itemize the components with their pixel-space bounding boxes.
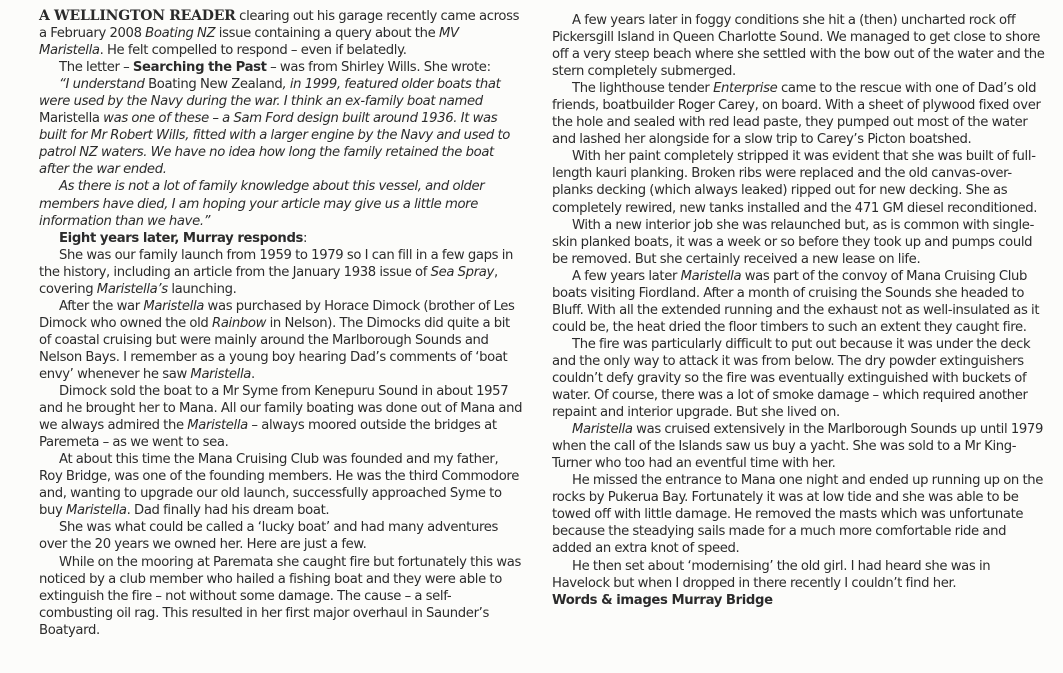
italic-text: MV Maristella [39,26,459,59]
text-run: At about this time the Mana Cruising Club was founded and my father, Roy Bridge, was one of the founding members. He was the third Commodore and, wanting to upgrade our old launch, successfully approached Syme to buy [39,452,519,519]
text-run: Boating New Zealand [148,77,283,93]
article-paragraph [39,8,525,59]
text-run: After the war [59,298,144,314]
lead-in-heading: A WELLINGTON READER [39,8,236,24]
article-paragraph [39,451,525,519]
text-run: , covering [39,264,498,297]
text-run: The fire was particularly difficult to put out because it was under the deck and the only way to attack it was from below. The dry powder extinguishers couldn’t defy gravity so the fire was eventually extinguished with buckets of water. Of course, there was a lot of smoke damage – which required another repaint and interior upgrade. But she lived on. [552,336,1031,421]
italic-text: Maristella [66,503,127,519]
text-run: While on the mooring at Paremata she caught fire but fortunately this was noticed by a club member who hailed a fishing boat and they were able to extinguish the fire – not without some damage. The cause – a self-combusting oil rag. This resulted in her first major overhaul in Saunder’s Boatyard. [39,554,522,638]
text-run: He missed the entrance to Mana one night and ended up running up on the rocks by Pukerua Bay. Fortunately it was at low tide and she was able to be towed off with little damage. He removed the masts which was unfortunate because the steadying sails made for a much more comfortable ride and added an extra knot of speed. [552,473,1044,557]
text-run: clearing out his garage recently came across a February 2008 [39,9,520,42]
bold-text: Eight years later, Murray responds [59,230,304,246]
text-run: A few years later [572,268,681,284]
italic-text: Maristella’s [96,281,168,297]
article-paragraph [552,421,1047,472]
text-run: He then set about ‘modernising’ the old girl. I had heard she was in Havelock but when I dropped in there recently I couldn’t find her. [552,558,991,591]
text-run: She was our family launch from 1959 to 1979 so I can fill in a few gaps in the history, including an article from the January 1938 issue of [39,247,514,280]
text-run: in Nelson). The Dimocks did quite a bit of coastal cruising but were mainly around the Marlborough Sounds and Nelson Bays. I remember as a young boy hearing Dad’s comments of ‘boat envy’ whenever he saw [39,315,510,382]
text-run: – was from Shirley Wills. She wrote: [266,60,491,76]
italic-text: Sea Spray [430,264,494,280]
text-run: . He felt compelled to respond – even if belatedly. [99,43,407,59]
text-run: came to the rescue with one of Dad’s old friends, boatbuilder Roger Carey, on board. With a sheet of plywood fixed over the hole and sealed with red lead paste, they pumped out most of the water and lashed her alongside for a slow trip to Carey’s Picton boatshed. [552,81,1041,148]
article-paragraph [39,383,525,451]
article-paragraph [552,336,1047,421]
article-paragraph [552,217,1047,268]
text-run: . [251,366,255,382]
text-run: launching. [167,281,237,297]
article-paragraph [39,59,525,76]
bold-text: Searching the Past [132,60,267,76]
text-run: – always moored outside the bridges at Paremeta – as we went to sea. [39,418,497,451]
text-run: A few years later in foggy conditions she hit a (then) uncharted rock off Pickersgill Island in Queen Charlotte Sound. We managed to get close to shore off a very steep beach where she settled with the bow out of the water and the stern completely submerged. [552,13,1045,80]
article-paragraph [39,76,525,178]
article-paragraph [39,247,525,298]
italic-text: Rainbow [212,315,267,331]
article-paragraph [552,12,1047,80]
text-run: With her paint completely stripped it was evident that she was built of full-length kauri planking. Broken ribs were replaced and the old canvas-over-planks decking (which always leaked) ripped out for new decking. She as completely rewired, new tanks installed and the 471 GM diesel reconditioned. [552,149,1038,216]
text-run: was purchased by Horace Dimock (brother of Les Dimock who owned the old [39,298,515,331]
article-column-left [39,8,525,639]
italic-text: was one of these – a Sam Ford design built around 1936. It was built for Mr Robert Wills, fitted with a larger engine by the Navy and used to patrol NZ waters. We have no idea how long the family retained the boat after the war ended. [39,111,511,178]
text-run: The letter – [59,60,133,76]
article-paragraph [552,558,1047,592]
italic-text: Enterprise [713,81,778,97]
italic-text: Boating NZ [145,26,216,42]
text-run: : [303,230,308,246]
italic-text: Maristella [572,422,633,438]
italic-text: , in 1999, featured older boats that were used by the Navy during the war. I think an ex-family boat named [39,77,501,110]
article-paragraph [39,230,525,247]
text-run: She was what could be called a ‘lucky boat’ and had many adventures over the 20 years we owned her. Here are just a few. [39,520,499,553]
article-paragraph [39,298,525,383]
text-run: Maristella [39,111,100,127]
article-paragraph [39,519,525,553]
article-paragraph [552,268,1047,336]
italic-text: Maristella [143,298,204,314]
text-run: With a new interior job she was relaunched but, as is common with single-skin planked boats, it was a week or so before they took up and pumps could be removed. But she certainly received a new lease on life. [552,217,1034,267]
italic-text: Maristella [680,268,742,284]
article-paragraph [39,554,525,639]
italic-text: Maristella [187,418,248,434]
article-paragraph [552,148,1047,216]
italic-text: “I understand [59,77,149,93]
article-paragraph [39,178,525,229]
italic-text: Maristella [190,366,252,382]
byline: Words & images Murray Bridge [552,592,773,608]
text-run: issue containing a query about the [215,26,439,42]
article-paragraph [552,472,1047,557]
text-run: was part of the convoy of Mana Cruising Club boats visiting Fiordland. After a month of cruising the Sounds she headed to Bluff. With all the extended running and the exhaust not as well-insulated as it could be, the heat dried the floor timbers to such an extent they caught fire. [552,268,1040,335]
text-run: Dimock sold the boat to a Mr Syme from Kenepuru Sound in about 1957 and he brought her to Mana. All our family boating was done out of Mana and we always admired the [39,384,523,434]
article-column-right [552,12,1047,609]
text-run: was cruised extensively in the Marlborough Sounds up until 1979 when the call of the Islands saw us buy a yacht. She was sold to a Mr King-Turner who too had an eventful time with her. [552,422,1044,472]
text-run: . Dad finally had his dream boat. [126,503,330,519]
italic-text: As there is not a lot of family knowledge about this vessel, and older members have died, I am hoping your article may give us a little more information than we have.” [39,179,485,229]
text-run: The lighthouse tender [572,81,714,97]
article-paragraph [552,80,1047,148]
